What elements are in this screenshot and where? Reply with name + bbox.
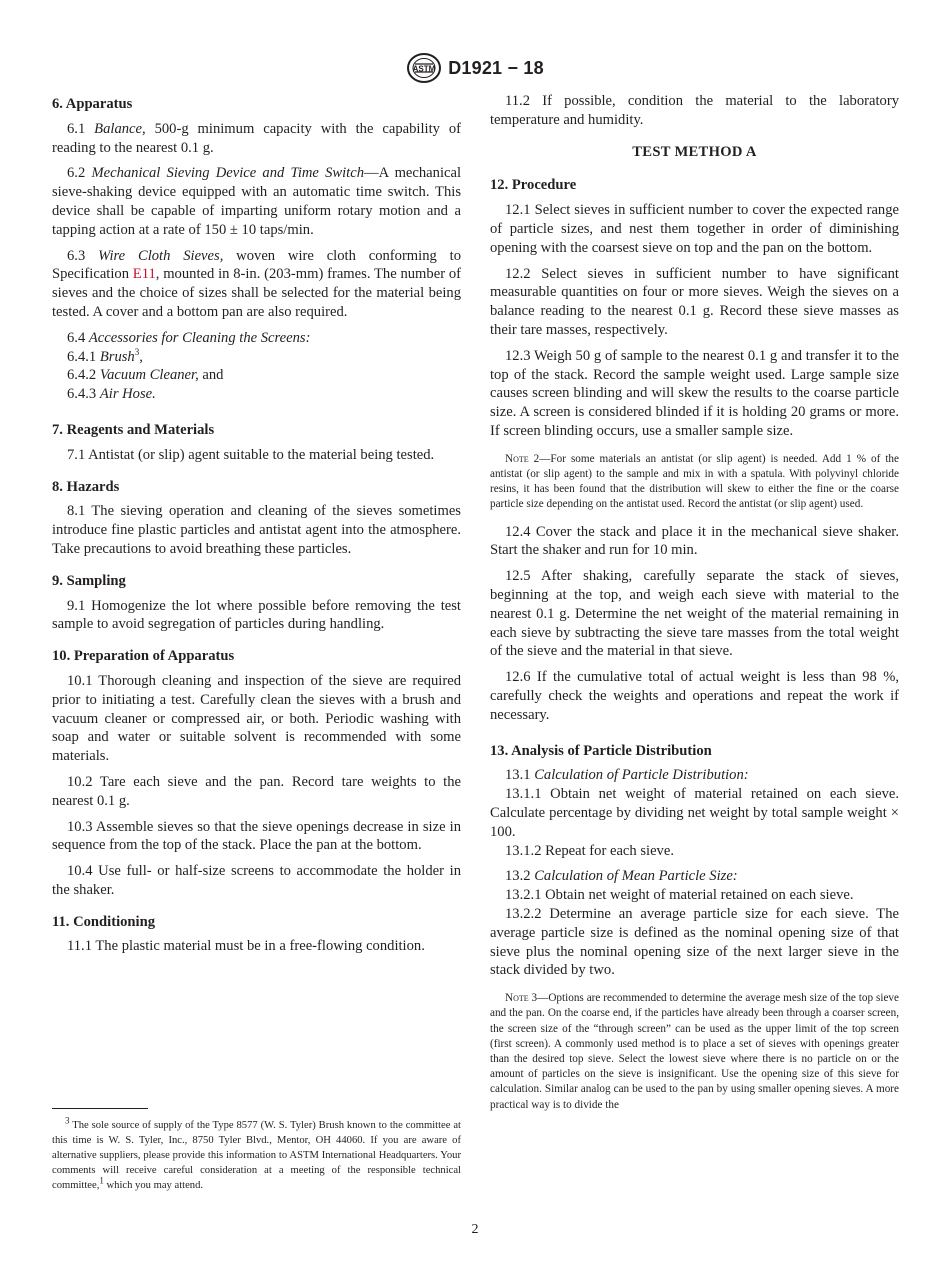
- paragraph-13-2: 13.2 Calculation of Mean Particle Size:: [505, 868, 738, 885]
- section-13-heading: 13. Analysis of Particle Distribution: [490, 742, 712, 759]
- paragraph-6-3: 6.3 Wire Cloth Sieves, woven wire cloth conforming to Specification E11, mounted in 8-in. (203-mm) frames. The number of sieves and the choice of sizes shall be selected for the material being tested. A cover and a bottom pan are also required.: [52, 247, 462, 320]
- paragraph-6-4: 6.4 Accessories for Cleaning the Screens:: [67, 329, 311, 346]
- section-7-heading: 7. Reagents and Materials: [52, 421, 215, 438]
- paragraph-12-3: 12.3 Weigh 50 g of sample to the nearest 0.1 g and transfer it to the top of the stack. Record the sample weight used. Large sample size causes screen blinding and will skew the results to the coarse particle size. A screen is considered blinded if it is holding 20 grams or more. If screen blinding occurs, use a smaller sample size.: [490, 347, 899, 439]
- footnote-ref-3[interactable]: 3: [134, 346, 140, 357]
- footnote-rule: [52, 1108, 148, 1109]
- paragraph-13-1-1: 13.1.1 Obtain net weight of material retained on each sieve. Calculate percentage by dividing net weight by total sample weight × 100.: [490, 786, 899, 840]
- paragraph-11-1: 11.1 The plastic material must be in a free-flowing condition.: [67, 938, 425, 955]
- paragraph-6-4-2: 6.4.2 Vacuum Cleaner, and: [67, 367, 224, 384]
- section-6-heading: 6. Apparatus: [52, 96, 133, 112]
- paragraph-7-1: 7.1 Antistat (or slip) agent suitable to the material being tested.: [67, 446, 435, 463]
- paragraph-11-2: 11.2 If possible, condition the material to the laboratory temperature and humidity.: [490, 93, 899, 128]
- paragraph-12-4: 12.4 Cover the stack and place it in the mechanical sieve shaker. Start the shaker and run for 10 min.: [490, 523, 899, 559]
- paragraph-8-1: 8.1 The sieving operation and cleaning of the sieves sometimes introduce fine plastic particles and antistat agent into the atmosphere. Take precautions to avoid breathing these particles.: [52, 503, 461, 557]
- paragraph-12-1: 12.1 Select sieves in sufficient number to cover the expected range of particle sizes, and nest them together in order of diminishing opening with the coarsest sieve on top and the pan on the bottom.: [490, 202, 899, 256]
- left-column: [52, 92, 461, 963]
- paragraph-12-6: 12.6 If the cumulative total of actual weight is less than 98 %, carefully check the weights and operations and repeat the work if necessary.: [490, 669, 899, 723]
- page-header: [0, 52, 950, 84]
- paragraph-6-4-1: 6.4.1 Brush$^3$,: [67, 346, 143, 365]
- section-12-heading: 12. Procedure: [490, 177, 577, 194]
- section-11-heading: 11. Conditioning: [52, 913, 156, 930]
- paragraph-10-2: 10.2 Tare each sieve and the pan. Record tare weights to the nearest 0.1 g.: [52, 773, 461, 809]
- paragraph-13-1-2: 13.1.2 Repeat for each sieve.: [505, 842, 674, 859]
- spec-e11-link[interactable]: E11: [132, 266, 156, 283]
- section-10-heading: 10. Preparation of Apparatus: [52, 648, 235, 665]
- test-method-heading: TEST METHOD A: [632, 143, 757, 160]
- paragraph-12-5: 12.5 After shaking, carefully separate the stack of sieves, beginning at the top, and weigh each sieve with material to the nearest 0.1 g. Determine the net weight of the material remaining in each sieve by subtracting the sieve tare masses from the total weight of the sieve and the material in that sieve.: [490, 568, 899, 660]
- paragraph-13-2-2: 13.2.2 Determine an average particle size for each sieve. The average particle size is defined as the nominal opening size of that sieve plus the nominal opening size of the next larger sieve in the stack divided by two.: [490, 905, 899, 979]
- note-3: Note 3—Options are recommended to determine the average mesh size of the top sieve and the pan. On the coarse end, if the particles have already been through a coarser screen, the screen size of the “through screen” can be used as the upper limit of the top screen (first screen). A commonly used method is to place a set of sieves with openings greater than the desired top sieve. Select the lowest sieve where there is no particle on or the amount of particles on the sieve is insignificant. Use the opening size of this sieve for calculation. Similar analog can be used to the pan by using smaller opening sieves. A more practical way is to divide the: [490, 992, 899, 1111]
- section-9-heading: 9. Sampling: [52, 572, 126, 589]
- paragraph-9-1: 9.1 Homogenize the lot where possible before removing the test sample to avoid segregation of particles during handling.: [52, 597, 461, 633]
- page-number: 2: [471, 1222, 479, 1237]
- paragraph-10-1: 10.1 Thorough cleaning and inspection of the sieve are required prior to initiating a test. Carefully clean the sieves with a brush and vacuum cleaner or compressed air, or both. Periodic washing with soap and water or suitable solvent is recommended with some materials.: [52, 672, 461, 765]
- paragraph-6-1: 6.1 Balance, 500-g minimum capacity with the capability of reading to the nearest 0.1 g.: [52, 120, 461, 156]
- standard-designation: D1921 − 18: [448, 57, 544, 78]
- astm-logo-icon: [406, 52, 442, 84]
- section-8-heading: 8. Hazards: [52, 478, 120, 495]
- paragraph-10-3: 10.3 Assemble sieves so that the sieve openings decrease in size in sequence from the top of the stack. Place the pan at the bottom.: [52, 818, 461, 854]
- paragraph-13-2-1: 13.2.1 Obtain net weight of material retained on each sieve.: [505, 887, 854, 904]
- paragraph-13-1: 13.1 Calculation of Particle Distribution:: [505, 767, 749, 784]
- note-2: Note 2—For some materials an antistat (or slip agent) is needed. Add 1 % of the antistat (or slip agent) to the sample and mix in with a spatula. With polyvinyl chloride resins, it has been found that the distribution will skew to either the fine or the coarse particle size depending on the antistat used. Record the antistat (or slip agent) used.: [490, 452, 899, 511]
- footnote-3: $^3$ The sole source of supply of the Type 8577 (W. S. Tyler) Brush known to the committee at this time is W. S. Tyler, Inc., 8750 Tyler Blvd., Mentor, OH 44060. If you are aware of alternative suppliers, please provide this information to ASTM International Headquarters. Your comments will receive careful consideration at a meeting of the responsible technical committee,$^1$ which you may attend.: [52, 1115, 461, 1191]
- paragraph-6-4-3: 6.4.3 Air Hose.: [67, 386, 156, 403]
- paragraph-12-2: 12.2 Select sieves in sufficient number to have significant measurable quantities on four or more sieves. Weigh the sieves on a balance reading to the nearest 0.1 g. Record these sieve masses as their tare masses, respectively.: [490, 265, 899, 338]
- right-column: [490, 92, 899, 1123]
- paragraph-10-4: 10.4 Use full- or half-size screens to accommodate the holder in the shaker.: [52, 863, 461, 898]
- paragraph-6-2: 6.2 Mechanical Sieving Device and Time Switch—A mechanical sieve-shaking device equipped with an automatic time switch. This device shall be capable of imparting uniform rotary motion and a tapping action at a rate of 150 ± 10 taps/min.: [52, 165, 462, 238]
- svg-text:ASTM: ASTM: [412, 64, 436, 74]
